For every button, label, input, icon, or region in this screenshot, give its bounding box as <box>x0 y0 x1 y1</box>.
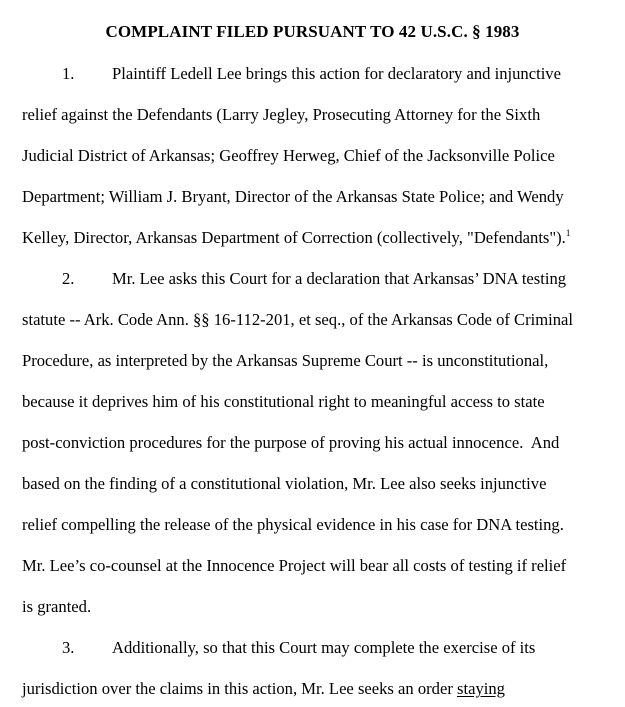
paragraph-2-line-5 <box>22 433 559 453</box>
paragraph-text: Mr. Lee asks this Court for a declaration that Arkansas’ DNA testing <box>112 269 567 288</box>
paragraph-2-line-3 <box>22 351 548 371</box>
paragraph-2-line-9 <box>22 597 91 617</box>
paragraph-1-line-2 <box>22 105 540 125</box>
paragraph-text: Judicial District of Arkansas; Geoffrey Herweg, Chief of the Jacksonville Police <box>22 146 555 165</box>
paragraph-3-line-2 <box>22 679 505 699</box>
paragraph-number: 3. <box>62 638 75 657</box>
paragraph-2-line-1 <box>22 269 566 289</box>
paragraph-2-line-2 <box>22 310 573 330</box>
paragraph-text: Plaintiff Ledell Lee brings this action for declaratory and injunctive <box>112 64 561 83</box>
paragraph-text: Department; William J. Bryant, Director of the Arkansas State Police; and Wendy <box>22 187 564 206</box>
paragraph-text: relief against the Defendants (Larry Jegley, Prosecuting Attorney for the Sixth <box>22 105 541 124</box>
paragraph-3-line-1 <box>22 638 535 658</box>
paragraph-text: because it deprives him of his constitutional right to meaningful access to state <box>22 392 545 411</box>
underlined-word: staying <box>457 679 505 698</box>
paragraph-1-line-1 <box>22 64 561 84</box>
paragraph-text: is granted. <box>22 597 92 616</box>
document-title: COMPLAINT FILED PURSUANT TO 42 U.S.C. § 1983 <box>105 22 520 41</box>
paragraph-text: Mr. Lee’s co-counsel at the Innocence Project will bear all costs of testing if relief <box>22 556 567 575</box>
paragraph-text: based on the finding of a constitutional violation, Mr. Lee also seeks injunctive <box>22 474 547 493</box>
paragraph-number: 2. <box>62 269 75 288</box>
footnote-marker: 1 <box>565 228 571 238</box>
paragraph-text: relief compelling the release of the physical evidence in his case for DNA testing. <box>22 515 564 534</box>
paragraph-2-line-7 <box>22 515 564 535</box>
paragraph-1-line-5 <box>22 228 570 248</box>
paragraph-2-line-8 <box>22 556 566 576</box>
paragraph-text: Additionally, so that this Court may complete the exercise of its <box>112 638 536 657</box>
paragraph-1-line-4 <box>22 187 564 207</box>
paragraph-number: 1. <box>62 64 75 83</box>
paragraph-text: Procedure, as interpreted by the Arkansas Supreme Court -- is unconstitutional, <box>22 351 549 370</box>
paragraph-text: jurisdiction over the claims in this action, Mr. Lee seeks an order <box>22 679 458 698</box>
paragraph-text: statute -- Ark. Code Ann. §§ 16-112-201, et seq., of the Arkansas Code of Criminal <box>22 310 574 329</box>
paragraph-text: Kelley, Director, Arkansas Department of Correction (collectively, "Defendants"). <box>22 228 566 247</box>
paragraph-2-line-4 <box>22 392 545 412</box>
paragraph-1-line-3 <box>22 146 555 166</box>
paragraph-2-line-6 <box>22 474 546 494</box>
paragraph-text: post-conviction procedures for the purpose of proving his actual innocence. And <box>22 433 560 452</box>
